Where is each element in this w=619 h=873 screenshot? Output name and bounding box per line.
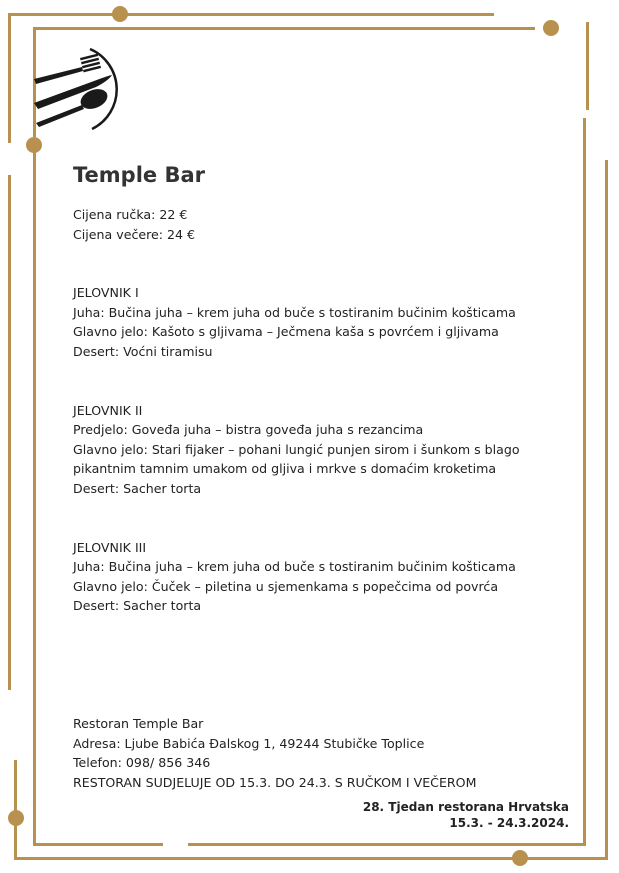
event-dates: 15.3. - 24.3.2024. — [449, 816, 569, 830]
menu-line: Glavno jelo: Kašoto s gljivama – Ječmena kaša s povrćem i gljivama — [73, 324, 499, 340]
frame-line — [8, 13, 494, 16]
menu-line: Desert: Sacher torta — [73, 480, 202, 496]
frame-line — [188, 843, 586, 846]
frame-dot — [543, 20, 559, 36]
menu-line: Glavno jelo: Stari fijaker – pohani lungić punjen sirom i šunkom s blago — [73, 441, 520, 457]
menu-section — [73, 283, 573, 361]
frame-dot — [112, 6, 128, 22]
frame-line — [8, 13, 11, 143]
frame-dot — [512, 850, 528, 866]
menu-line: Desert: Sacher torta — [73, 598, 202, 614]
menu-content — [73, 205, 573, 792]
frame-line — [33, 27, 535, 30]
footer-participation: RESTORAN SUDJELUJE OD 15.3. DO 24.3. S RUČKOM I VEČEROM — [73, 774, 477, 790]
frame-dot — [8, 810, 24, 826]
menu-title: JELOVNIK II — [73, 402, 143, 418]
price-dinner: Cijena večere: 24 € — [73, 226, 196, 242]
menu-line: Juha: Bučina juha – krem juha od buče s tostiranim bučinim košticama — [73, 304, 516, 320]
frame-line — [8, 175, 11, 690]
frame-line — [605, 160, 608, 860]
menu-section — [73, 401, 573, 499]
frame-line — [586, 22, 589, 110]
menu-line: Glavno jelo: Čuček – piletina u sjemenkama s popečcima od povrća — [73, 578, 499, 594]
footer-restaurant: Restoran Temple Bar — [73, 715, 204, 731]
event-name: 28. Tjedan restorana Hrvatska — [362, 800, 569, 814]
event-info — [363, 799, 569, 831]
restaurant-info — [73, 714, 573, 792]
price-lunch: Cijena ručka: 22 € — [73, 207, 188, 222]
footer-phone: Telefon: 098/ 856 346 — [73, 755, 211, 771]
menu-title: JELOVNIK I — [73, 285, 139, 301]
footer-address: Adresa: Ljube Babića Đalskog 1, 49244 Stubičke Toplice — [73, 735, 425, 751]
frame-line — [583, 118, 586, 845]
menu-line: Juha: Bučina juha – krem juha od buče s tostiranim bučinim košticama — [73, 559, 516, 575]
menu-section — [73, 538, 573, 616]
restaurant-title: Temple Bar — [73, 163, 205, 187]
menu-title: JELOVNIK III — [73, 539, 147, 555]
menu-line: Desert: Voćni tiramisu — [73, 343, 213, 359]
fork-knife-spoon-icon — [30, 45, 126, 137]
frame-line — [33, 150, 36, 845]
frame-line — [33, 843, 163, 846]
menu-line: Predjelo: Goveđa juha – bistra goveđa juha s rezancima — [73, 422, 424, 438]
menu-line: pikantnim tamnim umakom od gljiva i mrkve s domaćim kroketima — [73, 461, 497, 477]
